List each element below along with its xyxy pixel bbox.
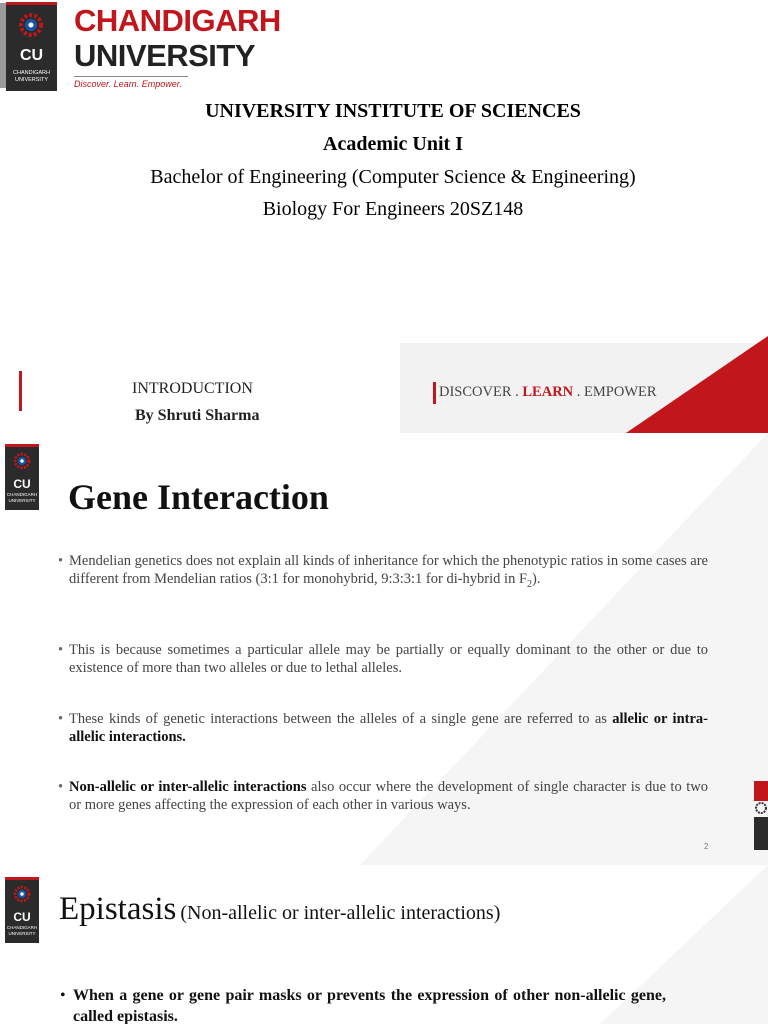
slide-title: Gene Interaction	[68, 477, 329, 517]
title-main: Epistasis	[59, 891, 177, 927]
bullet-dot: •	[60, 987, 66, 1004]
slide3-logo-badge	[5, 877, 39, 943]
tagline-accent-bar	[433, 382, 436, 404]
bullet-1	[60, 985, 666, 1024]
bullet-4-bold: Non-allelic or inter-allelic interactions	[69, 779, 307, 795]
intro-accent-bar	[19, 371, 22, 411]
bullet-dot: •	[58, 711, 64, 727]
author-name: By Shruti Sharma	[135, 407, 260, 424]
emblem-icon	[15, 9, 47, 41]
badge-sub-text-2: UNIVERSITY	[14, 77, 48, 83]
logo-title-line-1: CHANDIGARH	[74, 3, 281, 38]
badge-sub-text-1: CHANDIGARH	[6, 492, 38, 497]
bullet-1	[58, 552, 708, 594]
title-slide	[0, 0, 768, 433]
intro-label: INTRODUCTION	[132, 380, 253, 397]
bullet-2-text: This is because sometimes a particular allele may be partially or equally dominant to the other or due to existence of more than two alleles or due to lethal alleles.	[69, 642, 708, 676]
discover-tagline	[439, 384, 657, 401]
tagline-discover: DISCOVER .	[439, 384, 523, 400]
logo-underline	[74, 76, 188, 77]
tagline-empower: . EMPOWER	[573, 384, 657, 400]
badge-cu-text: CU	[19, 47, 44, 64]
bullet-3-bold: allelic or intra- allelic interactions.	[69, 711, 708, 745]
bullet-dot: •	[58, 553, 64, 569]
bullet-1-tail: ).	[532, 571, 541, 587]
logo-title-line-2: UNIVERSITY	[74, 38, 256, 73]
tagline-learn: LEARN	[522, 384, 574, 400]
emblem-icon	[11, 883, 33, 905]
emblem-icon	[11, 450, 33, 472]
slide-title	[59, 891, 500, 928]
page-number: 2	[704, 842, 709, 851]
bullet-3-text: These kinds of genetic interactions between the alleles of a single gene are referred to as	[69, 711, 613, 727]
logo-tagline: Discover. Learn. Empower.	[74, 79, 182, 89]
title-paren: (Non-allelic or inter-allelic interactions)	[180, 902, 501, 924]
bullet-1-text: When a gene or gene pair masks or prevents the expression of other non-allelic gene, called epistasis.	[73, 987, 666, 1024]
edge-red-block	[754, 781, 768, 801]
logo-divider	[0, 3, 6, 88]
edge-dark-block	[754, 817, 768, 850]
bullet-4	[58, 778, 708, 814]
badge-sub-text-2: UNIVERSITY	[8, 498, 36, 503]
bullet-4-text: also occur where the development of single character is due to two or more genes affecting the expression of each other in various ways.	[69, 779, 708, 813]
badge-sub-text-2: UNIVERSITY	[8, 931, 36, 936]
bullet-dot: •	[58, 642, 64, 658]
bullet-1-text: Mendelian genetics does not explain all kinds of inheritance for which the phenotypic ratios in some cases are different from Mendelian ratios (3:1 for monohybrid, 9:3:3:1 for di-hybrid in F	[69, 553, 708, 587]
badge-cu-text: CU	[13, 477, 31, 491]
bullet-3	[58, 710, 708, 746]
program-name: Bachelor of Engineering (Computer Science & Engineering)	[150, 166, 636, 188]
gene-interaction-slide	[0, 433, 768, 865]
badge-sub-text-1: CHANDIGARH	[6, 925, 38, 930]
edge-emblem-icon	[754, 801, 768, 815]
university-logo-badge	[6, 2, 57, 91]
badge-sub-text-1: CHANDIGARH	[13, 70, 50, 76]
epistasis-slide	[0, 865, 768, 1024]
slide2-logo-badge	[5, 444, 39, 510]
bullet-2	[58, 641, 708, 677]
bullet-dot: •	[58, 779, 64, 795]
institute-name: UNIVERSITY INSTITUTE OF SCIENCES	[205, 100, 581, 122]
academic-unit: Academic Unit I	[323, 133, 463, 155]
course-name: Biology For Engineers 20SZ148	[262, 198, 524, 220]
bullet-1-subscript: 2	[527, 578, 533, 590]
badge-cu-text: CU	[13, 910, 31, 924]
